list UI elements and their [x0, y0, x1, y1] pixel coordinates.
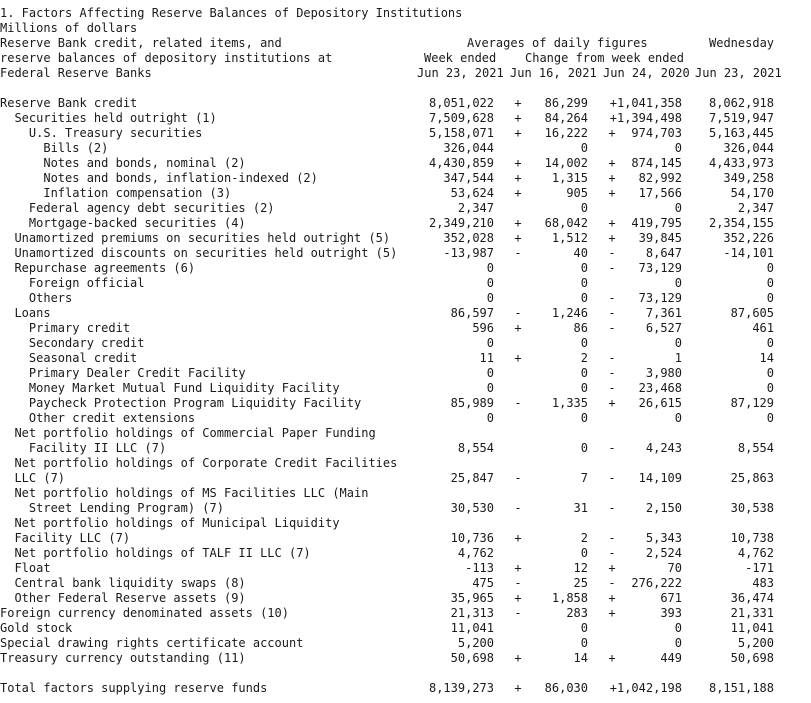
cell-c2: 14,109 [638, 471, 682, 485]
cell-c2: 276,222 [631, 576, 682, 590]
cell-we: 0 [486, 276, 494, 290]
cell-c1: 86 [573, 321, 588, 335]
cell-wd: 87,129 [730, 396, 774, 410]
table-row [0, 531, 811, 546]
cell-s2: - [608, 546, 616, 560]
cell-s1: + [514, 681, 522, 695]
cell-s2: - [608, 381, 616, 395]
table-row [0, 501, 811, 516]
row-label: Securities held outright (1) [0, 111, 217, 125]
cell-wd: 483 [752, 576, 774, 590]
cell-wd: 21,331 [730, 606, 774, 620]
cell-we: 352,028 [443, 231, 494, 245]
row-label: Net portfolio holdings of TALF II LLC (7) [0, 546, 311, 560]
cell-wd: 0 [766, 336, 774, 350]
cell-s2: - [608, 576, 616, 590]
cell-wd: 5,163,445 [708, 126, 774, 140]
cell-wd: 8,062,918 [708, 96, 774, 110]
row-label: Treasury currency outstanding (11) [0, 651, 246, 665]
row-label: Total factors supplying reserve funds [0, 681, 268, 695]
cell-wd: 352,226 [723, 231, 774, 245]
table-title-text: 1. Factors Affecting Reserve Balances of Depository Institutions [0, 6, 463, 20]
row-label: Primary Dealer Credit Facility [0, 366, 246, 380]
cell-we: 5,158,071 [428, 126, 494, 140]
cell-wd: 8,151,188 [708, 681, 774, 695]
header-averages: Averages of daily figures [467, 36, 648, 50]
row-label: Float [0, 561, 51, 575]
table-row [0, 321, 811, 336]
cell-c2: 6,527 [645, 321, 682, 335]
cell-c1: 0 [580, 546, 588, 560]
table-row [0, 636, 811, 651]
header-row-3 [0, 66, 811, 81]
cell-c1: 0 [580, 636, 588, 650]
cell-c2: 0 [674, 621, 682, 635]
cell-s2: + [608, 216, 616, 230]
table-row [0, 411, 811, 426]
cell-we: 4,762 [457, 546, 494, 560]
cell-we: 85,989 [450, 396, 494, 410]
cell-we: 2,347 [457, 201, 494, 215]
cell-s2: + [608, 156, 616, 170]
cell-s1: + [514, 126, 522, 140]
table-row [0, 576, 811, 591]
cell-c1: 86,299 [544, 96, 588, 110]
cell-s2: - [608, 531, 616, 545]
cell-s2: - [608, 471, 616, 485]
cell-s1: - [514, 306, 522, 320]
row-label: Reserve Bank credit [0, 96, 138, 110]
cell-c1: 905 [566, 186, 588, 200]
cell-s2: + [608, 591, 616, 605]
cell-c1: 0 [580, 411, 588, 425]
cell-c2: 2,524 [645, 546, 682, 560]
cell-s1: + [514, 111, 522, 125]
cell-c1: 14 [573, 651, 588, 665]
header-left-1: Reserve Bank credit, related items, and [0, 36, 282, 50]
cell-c2: 17,566 [638, 186, 682, 200]
table-row [0, 621, 811, 636]
cell-wd: 0 [766, 291, 774, 305]
cell-we: -13,987 [443, 246, 494, 260]
cell-s2: - [608, 441, 616, 455]
cell-s2: + [608, 606, 616, 620]
table-row [0, 111, 811, 126]
cell-wd: 4,762 [737, 546, 774, 560]
cell-s1: + [514, 321, 522, 335]
table-row [0, 441, 811, 456]
cell-c2: 449 [660, 651, 682, 665]
cell-we: 326,044 [443, 141, 494, 155]
cell-wd: 5,200 [737, 636, 774, 650]
header-week-ended: Week ended [424, 51, 497, 65]
cell-c2: 1 [674, 351, 682, 365]
table-row [0, 546, 811, 561]
row-label: Net portfolio holdings of MS Facilities LLC (Main [0, 486, 369, 500]
cell-we: 21,313 [450, 606, 494, 620]
row-label: Inflation compensation (3) [0, 186, 232, 200]
cell-c2: 671 [660, 591, 682, 605]
cell-c1: 0 [580, 621, 588, 635]
cell-we: 475 [472, 576, 494, 590]
header-date-change-1: Jun 16, 2021 [510, 66, 597, 80]
cell-s1: + [514, 351, 522, 365]
table-row [0, 366, 811, 381]
cell-wd: 349,258 [723, 171, 774, 185]
cell-we: 0 [486, 261, 494, 275]
header-wednesday: Wednesday [709, 36, 775, 50]
row-label: Other credit extensions [0, 411, 196, 425]
row-label: Mortgage-backed securities (4) [0, 216, 246, 230]
cell-wd: 0 [766, 381, 774, 395]
cell-wd: 4,433,973 [708, 156, 774, 170]
cell-c1: 1,315 [551, 171, 588, 185]
cell-s2: - [608, 246, 616, 260]
cell-c1: 283 [566, 606, 588, 620]
header-row-2 [0, 51, 811, 66]
cell-we: 2,349,210 [428, 216, 494, 230]
cell-s1: + [514, 651, 522, 665]
header-left-3: Federal Reserve Banks [0, 66, 152, 80]
cell-wd: 87,605 [730, 306, 774, 320]
cell-c1: 7 [580, 471, 588, 485]
row-label: Notes and bonds, nominal (2) [0, 156, 246, 170]
table-row [0, 126, 811, 141]
row-label: Net portfolio holdings of Commercial Paper Funding [0, 426, 376, 440]
cell-c1: 2 [580, 351, 588, 365]
table-row [0, 456, 811, 471]
cell-wd: 0 [766, 261, 774, 275]
table-row [0, 216, 811, 231]
cell-s2: - [608, 291, 616, 305]
cell-c2: 874,145 [631, 156, 682, 170]
cell-c1: 1,512 [551, 231, 588, 245]
cell-c2: 23,468 [638, 381, 682, 395]
table-row [0, 666, 811, 681]
cell-c2: 7,361 [645, 306, 682, 320]
header-date-change-2: Jun 24, 2020 [603, 66, 690, 80]
row-label: Facility II LLC (7) [0, 441, 167, 455]
cell-c2: 0 [674, 336, 682, 350]
cell-c2: 73,129 [638, 261, 682, 275]
cell-c1: 0 [580, 276, 588, 290]
table-row [0, 516, 811, 531]
row-label: Primary credit [0, 321, 131, 335]
table-row [0, 651, 811, 666]
cell-wd: 54,170 [730, 186, 774, 200]
cell-c1: 1,858 [551, 591, 588, 605]
table-row [0, 591, 811, 606]
cell-s1: + [514, 171, 522, 185]
cell-c1: 25 [573, 576, 588, 590]
cell-wd: 36,474 [730, 591, 774, 605]
row-label: U.S. Treasury securities [0, 126, 203, 140]
header-date-week-ended: Jun 23, 2021 [417, 66, 504, 80]
table-row [0, 261, 811, 276]
table-row [0, 561, 811, 576]
cell-we: 8,051,022 [428, 96, 494, 110]
cell-s2: + [608, 561, 616, 575]
cell-we: 50,698 [450, 651, 494, 665]
table-row [0, 426, 811, 441]
cell-we: 0 [486, 381, 494, 395]
cell-wd: 25,863 [730, 471, 774, 485]
table-row [0, 156, 811, 171]
row-label: Gold stock [0, 621, 73, 635]
cell-s1: + [514, 531, 522, 545]
row-label: Other Federal Reserve assets (9) [0, 591, 246, 605]
cell-c2: 974,703 [631, 126, 682, 140]
cell-s2: - [608, 306, 616, 320]
row-label: Repurchase agreements (6) [0, 261, 196, 275]
cell-c2: 8,647 [645, 246, 682, 260]
cell-we: 347,544 [443, 171, 494, 185]
cell-we: 30,530 [450, 501, 494, 515]
cell-wd: 30,538 [730, 501, 774, 515]
row-label: Others [0, 291, 73, 305]
cell-c1: 16,222 [544, 126, 588, 140]
cell-s1: + [514, 96, 522, 110]
cell-s2: - [608, 261, 616, 275]
cell-c1: 0 [580, 336, 588, 350]
cell-c1: 0 [580, 201, 588, 215]
cell-c1: 31 [573, 501, 588, 515]
table-row [0, 606, 811, 621]
cell-s2: + [608, 171, 616, 185]
row-label: Notes and bonds, inflation-indexed (2) [0, 171, 318, 185]
table-row [0, 306, 811, 321]
cell-s2: + [608, 651, 616, 665]
units-line [0, 21, 811, 36]
cell-wd: 14 [759, 351, 774, 365]
cell-c1: 84,264 [544, 111, 588, 125]
cell-s2: - [608, 366, 616, 380]
cell-c2: 70 [667, 561, 682, 575]
row-label: Net portfolio holdings of Corporate Credit Facilities [0, 456, 398, 470]
cell-c1: 0 [580, 261, 588, 275]
cell-wd: -14,101 [723, 246, 774, 260]
cell-we: 11 [479, 351, 494, 365]
table-row [0, 381, 811, 396]
cell-c1: 2 [580, 531, 588, 545]
cell-s1: + [514, 216, 522, 230]
cell-s1: - [514, 246, 522, 260]
cell-c1: 14,002 [544, 156, 588, 170]
cell-s1: + [514, 231, 522, 245]
cell-we: 0 [486, 336, 494, 350]
cell-s2: + [608, 396, 616, 410]
row-label: Federal agency debt securities (2) [0, 201, 275, 215]
cell-s1: + [514, 561, 522, 575]
row-label: Bills (2) [0, 141, 109, 155]
cell-c2: 73,129 [638, 291, 682, 305]
cell-wd: 461 [752, 321, 774, 335]
cell-c2: 4,243 [645, 441, 682, 455]
table-row [0, 471, 811, 486]
row-label: Paycheck Protection Program Liquidity Facility [0, 396, 362, 410]
cell-we: 4,430,859 [428, 156, 494, 170]
row-label: Special drawing rights certificate account [0, 636, 304, 650]
row-label: Unamortized discounts on securities held outright (5) [0, 246, 398, 260]
row-label: Seasonal credit [0, 351, 138, 365]
cell-s1: - [514, 606, 522, 620]
cell-c1: 0 [580, 141, 588, 155]
cell-s2: - [608, 321, 616, 335]
row-label: LLC (7) [0, 471, 66, 485]
row-label: Net portfolio holdings of Municipal Liquidity [0, 516, 340, 530]
table-title [0, 6, 811, 21]
cell-c1: 0 [580, 381, 588, 395]
cell-c2: +1,041,358 [609, 96, 682, 110]
cell-wd: 50,698 [730, 651, 774, 665]
cell-we: 8,554 [457, 441, 494, 455]
cell-s1: - [514, 501, 522, 515]
header-change-from: Change from week ended [525, 51, 684, 65]
cell-wd: 7,519,947 [708, 111, 774, 125]
table-row [0, 276, 811, 291]
cell-c1: 68,042 [544, 216, 588, 230]
units-text: Millions of dollars [0, 21, 138, 35]
cell-c2: +1,042,198 [609, 681, 682, 695]
cell-we: 0 [486, 411, 494, 425]
cell-c2: 26,615 [638, 396, 682, 410]
cell-s1: + [514, 156, 522, 170]
cell-c1: 0 [580, 291, 588, 305]
cell-c1: 12 [573, 561, 588, 575]
row-label: Unamortized premiums on securities held outright (5) [0, 231, 391, 245]
cell-c2: 0 [674, 411, 682, 425]
cell-we: 86,597 [450, 306, 494, 320]
cell-s2: + [608, 231, 616, 245]
table-row [0, 171, 811, 186]
table-row [0, 351, 811, 366]
cell-c2: 39,845 [638, 231, 682, 245]
cell-s1: + [514, 591, 522, 605]
cell-c2: 3,980 [645, 366, 682, 380]
table-row [0, 681, 811, 696]
cell-wd: 2,347 [737, 201, 774, 215]
cell-we: 7,509,628 [428, 111, 494, 125]
table-row [0, 336, 811, 351]
cell-c1: 86,030 [544, 681, 588, 695]
cell-wd: 8,554 [737, 441, 774, 455]
cell-we: 0 [486, 366, 494, 380]
row-label: Secondary credit [0, 336, 145, 350]
cell-wd: 2,354,155 [708, 216, 774, 230]
header-row-1 [0, 36, 811, 51]
cell-c1: 1,246 [551, 306, 588, 320]
cell-we: -113 [465, 561, 494, 575]
table-row [0, 96, 811, 111]
cell-s2: + [608, 186, 616, 200]
cell-c2: 82,992 [638, 171, 682, 185]
cell-we: 35,965 [450, 591, 494, 605]
table-row [0, 396, 811, 411]
cell-c2: 0 [674, 201, 682, 215]
cell-c2: 0 [674, 276, 682, 290]
cell-c2: 2,150 [645, 501, 682, 515]
table-row [0, 291, 811, 306]
row-label: Foreign official [0, 276, 145, 290]
cell-c2: 0 [674, 636, 682, 650]
table-row [0, 186, 811, 201]
cell-c1: 0 [580, 366, 588, 380]
table-row [0, 201, 811, 216]
cell-wd: 10,738 [730, 531, 774, 545]
cell-s2: - [608, 351, 616, 365]
cell-we: 11,041 [450, 621, 494, 635]
cell-wd: 326,044 [723, 141, 774, 155]
cell-wd: 0 [766, 411, 774, 425]
cell-s2: - [608, 501, 616, 515]
cell-s2: + [608, 126, 616, 140]
row-label: Facility LLC (7) [0, 531, 131, 545]
cell-we: 0 [486, 291, 494, 305]
cell-we: 596 [472, 321, 494, 335]
row-label: Loans [0, 306, 51, 320]
cell-wd: -171 [745, 561, 774, 575]
cell-c1: 40 [573, 246, 588, 260]
cell-wd: 0 [766, 366, 774, 380]
cell-wd: 0 [766, 276, 774, 290]
cell-c2: 0 [674, 141, 682, 155]
row-label: Foreign currency denominated assets (10) [0, 606, 289, 620]
cell-s1: - [514, 576, 522, 590]
table-row [0, 141, 811, 156]
cell-s1: - [514, 471, 522, 485]
cell-s1: + [514, 186, 522, 200]
cell-c1: 1,335 [551, 396, 588, 410]
table-row [0, 231, 811, 246]
cell-c2: 393 [660, 606, 682, 620]
cell-c2: 419,795 [631, 216, 682, 230]
cell-c2: +1,394,498 [609, 111, 682, 125]
table-row [0, 246, 811, 261]
cell-we: 10,736 [450, 531, 494, 545]
cell-we: 25,847 [450, 471, 494, 485]
row-label: Money Market Mutual Fund Liquidity Facility [0, 381, 340, 395]
header-left-2: reserve balances of depository institutions at [0, 51, 333, 65]
cell-c2: 5,343 [645, 531, 682, 545]
row-label: Central bank liquidity swaps (8) [0, 576, 246, 590]
cell-c1: 0 [580, 441, 588, 455]
table-row [0, 486, 811, 501]
header-date-wednesday: Jun 23, 2021 [695, 66, 782, 80]
cell-s1: - [514, 396, 522, 410]
cell-wd: 11,041 [730, 621, 774, 635]
cell-we: 5,200 [457, 636, 494, 650]
cell-we: 8,139,273 [428, 681, 494, 695]
cell-we: 53,624 [450, 186, 494, 200]
row-label: Street Lending Program) (7) [0, 501, 224, 515]
